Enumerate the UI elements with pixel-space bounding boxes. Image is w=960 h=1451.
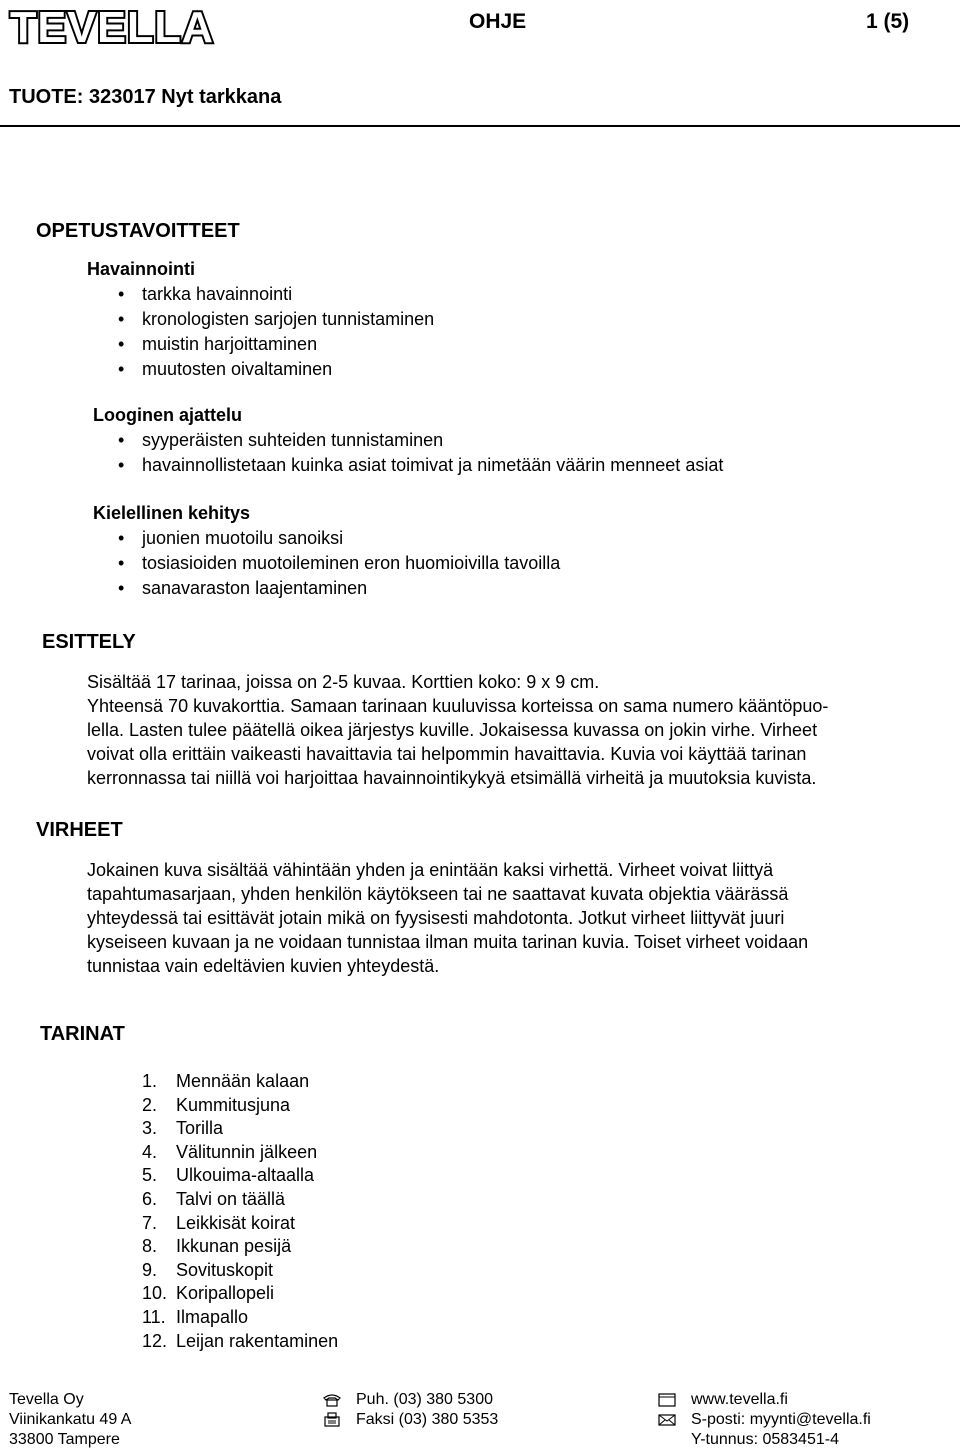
- street-address: Viinikankatu 49 A: [9, 1411, 132, 1428]
- paragraph-line: Yhteensä 70 kuvakorttia. Samaan tarinaan kuuluvissa korteissa on sama numero kääntöpuo-: [87, 696, 829, 716]
- section-title-tarinat: TARINAT: [40, 1023, 125, 1045]
- email-icon: [657, 1412, 677, 1428]
- header-divider: [0, 125, 960, 127]
- paragraph-line: tunnistaa vain edeltävien kuvien yhteydestä.: [87, 956, 440, 976]
- story-list: [142, 1070, 338, 1353]
- paragraph-line: kerronnassa tai niillä voi harjoittaa havainnointikykyä etsimällä virheitä ja muutoksia kuvista.: [87, 768, 817, 788]
- story-item: 12. Leijan rakentaminen: [142, 1330, 339, 1351]
- footer-online: [691, 1390, 871, 1450]
- paragraph-line: Jokainen kuva sisältää vähintään yhden ja enintään kaksi virhettä. Virheet voivat liittyä: [87, 860, 774, 880]
- footer-address: [9, 1390, 131, 1450]
- esittely-paragraph: [87, 670, 947, 790]
- story-item: 1. Mennään kalaan: [142, 1071, 310, 1091]
- story-item: 6. Talvi on täällä: [142, 1188, 286, 1209]
- company-name: Tevella Oy: [9, 1391, 84, 1408]
- postal-city: 33800 Tampere: [9, 1431, 120, 1448]
- story-item: 5. Ulkouima-altaalla: [142, 1165, 315, 1186]
- paragraph-line: Sisältää 17 tarinaa, joissa on 2-5 kuvaa. Korttien koko: 9 x 9 cm.: [87, 672, 600, 692]
- goal-group-title: Kielellinen kehitys: [93, 503, 251, 523]
- fax-number: Faksi (03) 380 5353: [356, 1411, 499, 1428]
- paragraph-line: kyseiseen kuvaan ja ne voidaan tunnistaa ilman muita tarinan kuvia. Toiset virheet voidaan: [87, 932, 809, 952]
- section-title-goals: OPETUSTAVOITTEET: [36, 220, 240, 242]
- paragraph-line: yhteydessä tai esittävät jotain mikä on fyysisesti mahdotonta. Jotkut virheet liittyvät juuri: [87, 908, 785, 928]
- list-item: • tosiasioiden muotoileminen eron huomioivilla tavoilla: [142, 551, 560, 576]
- virheet-paragraph: [87, 858, 947, 978]
- list-item: • havainnollistetaan kuinka asiat toimivat ja nimetään väärin menneet asiat: [142, 453, 723, 478]
- fax-icon: [322, 1412, 342, 1428]
- list-item: • sanavaraston laajentaminen: [142, 576, 560, 601]
- goal-list-kielellinen: [142, 526, 560, 601]
- paragraph-line: voivat olla erittäin vaikeasti havaittavia tai helpommin havaittavia. Kuvia voi käyttää tarinan: [87, 744, 807, 764]
- section-title-esittely: ESITTELY: [42, 631, 136, 653]
- phone-icon: [322, 1392, 342, 1408]
- story-item: 3. Torilla: [142, 1118, 224, 1139]
- website: www.tevella.fi: [691, 1391, 788, 1408]
- list-item: • muutosten oivaltaminen: [142, 357, 434, 382]
- phone-number: Puh. (03) 380 5300: [356, 1391, 493, 1408]
- list-item: • tarkka havainnointi: [142, 282, 434, 307]
- story-item: 9. Sovituskopit: [142, 1259, 274, 1280]
- email-address: S-posti: myynti@tevella.fi: [691, 1411, 871, 1428]
- story-item: 8. Ikkunan pesijä: [142, 1236, 292, 1257]
- svg-text:TEVELLA: TEVELLA: [10, 3, 214, 48]
- page-number: 1 (5): [866, 10, 910, 33]
- web-icon: [657, 1392, 677, 1408]
- list-item: • syyperäisten suhteiden tunnistaminen: [142, 428, 723, 453]
- list-item: • juonien muotoilu sanoiksi: [142, 526, 560, 551]
- story-item: 7. Leikkisät koirat: [142, 1212, 296, 1233]
- story-item: 11. Ilmapallo: [142, 1306, 249, 1327]
- goal-group-title: Havainnointi: [87, 259, 196, 279]
- story-item: 10. Koripallopeli: [142, 1283, 275, 1304]
- list-item: • muistin harjoittaminen: [142, 332, 434, 357]
- footer-contact: [356, 1390, 498, 1430]
- goal-list-looginen: [142, 428, 723, 478]
- document-type: OHJE: [469, 10, 527, 33]
- goal-group-title: Looginen ajattelu: [93, 405, 243, 425]
- list-item: • kronologisten sarjojen tunnistaminen: [142, 307, 434, 332]
- tevella-logo: [8, 2, 218, 48]
- paragraph-line: lella. Lasten tulee päätellä oikea järjestys kuville. Jokaisessa kuvassa on jokin virhe. Virheet: [87, 720, 818, 740]
- story-item: 4. Välitunnin jälkeen: [142, 1141, 318, 1162]
- product-title: TUOTE: 323017 Nyt tarkkana: [9, 86, 282, 108]
- goal-list-havainnointi: [142, 282, 434, 382]
- business-id: Y-tunnus: 0583451-4: [691, 1431, 839, 1448]
- paragraph-line: tapahtumasarjaan, yhden henkilön käytökseen tai ne saattavat kuvata objektia väärässä: [87, 884, 789, 904]
- story-item: 2. Kummitusjuna: [142, 1094, 291, 1115]
- section-title-virheet: VIRHEET: [36, 819, 123, 841]
